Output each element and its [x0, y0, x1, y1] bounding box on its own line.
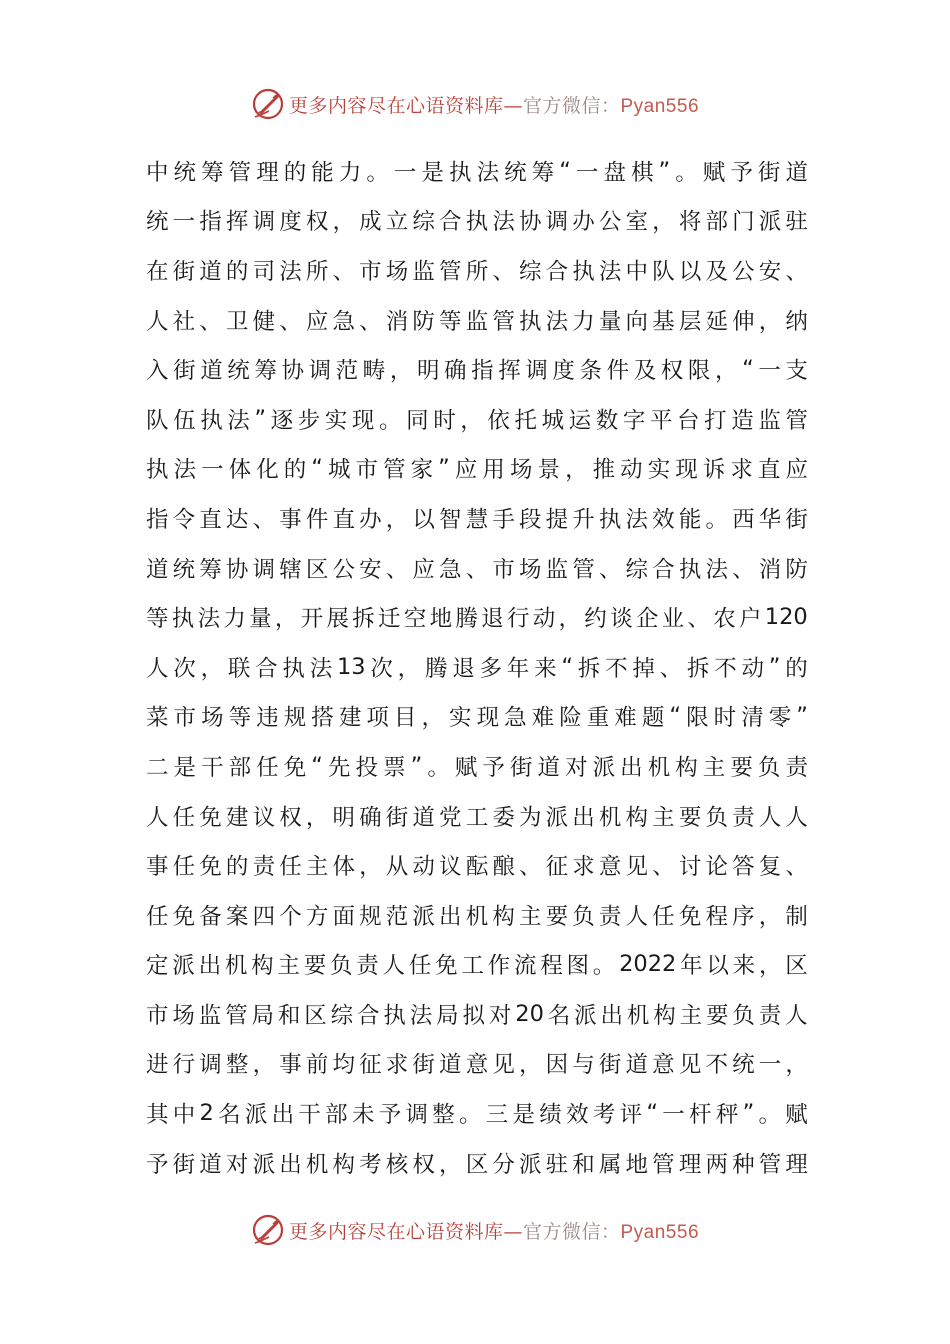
text-line: 进 行 调 整 ， 事 前 均 征 求 街 道 意 见 ， 因 与 街 道 意 见 不 统 一 ， [146, 1052, 808, 1079]
text-line: 其 中 2 名 派 出 干 部 未 予 调 整 。 三 是 绩 效 考 评 “ 一 杆 秤 ” 。 赋 [146, 1100, 808, 1129]
text-line: 指 令 直 达 、 事 件 直 办 ， 以 智 慧 手 段 提 升 执 法 效 能 。 西 华 街 [146, 506, 808, 533]
banner-title: 更多内容尽在心语资料库 [288, 1220, 504, 1243]
text-line: 定 派 出 机 构 主 要 负 责 人 任 免 工 作 流 程 图 。 2022 年 以 来 ， 区 [146, 951, 808, 980]
text-line: 人 任 免 建 议 权 ， 明 确 街 道 党 工 委 为 派 出 机 构 主 要 负 责 人 人 [146, 804, 808, 831]
footer-banner-content [251, 1213, 699, 1247]
banner-title: 更多内容尽在心语资料库 [288, 94, 504, 117]
header-banner-content [251, 87, 699, 121]
text-line: 予 街 道 对 派 出 机 构 考 核 权 ， 区 分 派 驻 和 属 地 管 理 两 种 管 理 [146, 1151, 808, 1178]
text-line: 市 场 监 管 局 和 区 综 合 执 法 局 拟 对 20 名 派 出 机 构 主 要 负 责 人 [146, 1000, 808, 1029]
banner-wechat-label: 官方微信： [522, 94, 621, 117]
banner-dash: — [503, 1220, 523, 1243]
banner-wechat-id: Pyan556 [620, 95, 700, 117]
footer-banner [0, 1210, 950, 1250]
footer-banner-text [289, 1217, 699, 1244]
text-line: 二 是 干 部 任 免 “ 先 投 票 ” 。 赋 予 街 道 对 派 出 机 构 主 要 负 责 [146, 752, 808, 781]
text-line: 统 一 指 挥 调 度 权 ， 成 立 综 合 执 法 协 调 办 公 室 ， 将 部 门 派 驻 [146, 209, 808, 236]
text-line: 人 次 ， 联 合 执 法 13 次 ， 腾 退 多 年 来 “ 拆 不 掉 、 拆 不 动 ” 的 [146, 653, 808, 682]
header-banner [0, 84, 950, 124]
text-line: 中 统 筹 管 理 的 能 力 。 一 是 执 法 统 筹 “ 一 盘 棋 ” 。 赋 予 街 道 [146, 157, 808, 186]
quill-pen-logo-icon [251, 1213, 285, 1247]
text-line: 人 社 、 卫 健 、 应 急 、 消 防 等 监 管 执 法 力 量 向 基 层 延 伸 ， 纳 [146, 308, 808, 335]
header-banner-text [289, 91, 699, 118]
text-line: 执 法 一 体 化 的 “ 城 市 管 家 ” 应 用 场 景 ， 推 动 实 现 诉 求 直 应 [146, 455, 808, 484]
text-line: 等 执 法 力 量 ， 开 展 拆 迁 空 地 腾 退 行 动 ， 约 谈 企 业 、 农 户 120 [146, 604, 808, 633]
text-line: 队 伍 执 法 ” 逐 步 实 现 。 同 时 ， 依 托 城 运 数 字 平 台 打 造 监 管 [146, 405, 808, 434]
banner-wechat-label: 官方微信： [522, 1220, 621, 1243]
text-line: 入 街 道 统 筹 协 调 范 畴 ， 明 确 指 挥 调 度 条 件 及 权 限 ， “ 一 支 [146, 356, 808, 385]
text-line: 道 统 筹 协 调 辖 区 公 安 、 应 急 、 市 场 监 管 、 综 合 执 法 、 消 防 [146, 556, 808, 583]
text-line: 任 免 备 案 四 个 方 面 规 范 派 出 机 构 主 要 负 责 人 任 免 程 序 ， 制 [146, 903, 808, 930]
text-line: 菜 市 场 等 违 规 搭 建 项 目 ， 实 现 急 难 险 重 难 题 “ 限 时 清 零 ” [146, 703, 808, 732]
document-body [146, 146, 808, 1187]
banner-wechat-id: Pyan556 [620, 1221, 700, 1243]
quill-pen-logo-icon [251, 87, 285, 121]
banner-dash: — [503, 94, 523, 117]
text-line: 在 街 道 的 司 法 所 、 市 场 监 管 所 、 综 合 执 法 中 队 以 及 公 安 、 [146, 258, 808, 285]
text-line: 事 任 免 的 责 任 主 体 ， 从 动 议 酝 酿 、 征 求 意 见 、 讨 论 答 复 、 [146, 854, 808, 881]
